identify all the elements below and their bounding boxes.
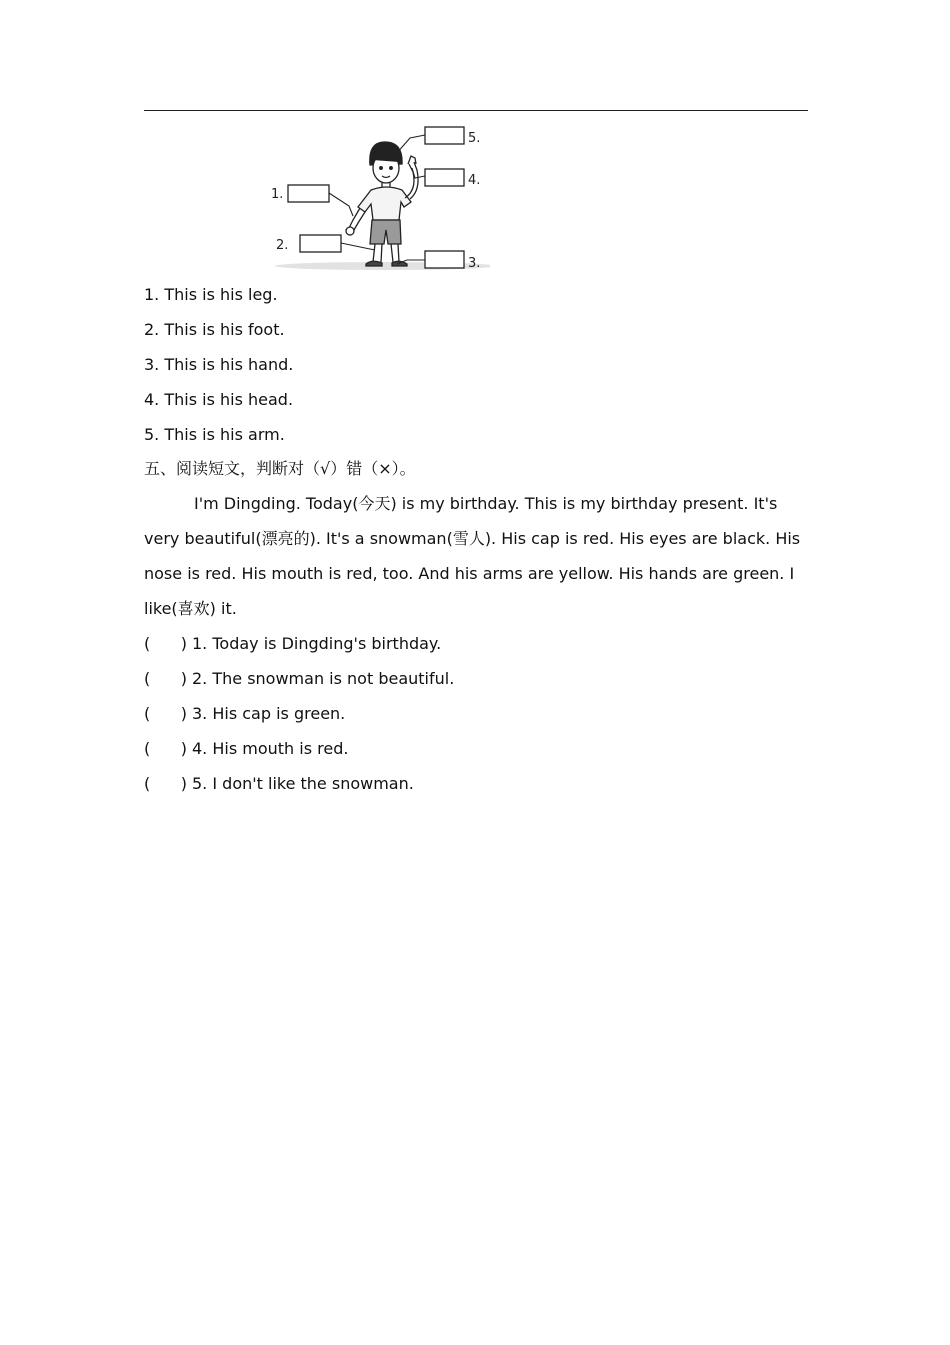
- answer-blank-4[interactable]: ( ): [144, 739, 187, 758]
- header-rule: [144, 110, 808, 111]
- label-number-2: 2.: [276, 238, 289, 253]
- label-box-2: [300, 235, 341, 252]
- reading-passage: [144, 486, 812, 626]
- label-box-5: [425, 127, 464, 144]
- question-text-1: 1. Today is Dingding's birthday.: [192, 634, 442, 653]
- label-number-4: 4.: [468, 173, 481, 188]
- question-4: [144, 739, 348, 759]
- question-text-3: 3. His cap is green.: [192, 704, 346, 723]
- answer-blank-1[interactable]: ( ): [144, 634, 187, 653]
- sentence-5: 5. This is his arm.: [144, 425, 285, 444]
- sentence-4: 4. This is his head.: [144, 390, 294, 409]
- answer-blank-3[interactable]: ( ): [144, 704, 187, 723]
- sentence-1: 1. This is his leg.: [144, 285, 278, 304]
- passage-text: I'm Dingding. Today(今天) is my birthday. This is my birthday present. It's very beautiful(漂亮的). It's a snowman(雪人). His cap is red. His eyes are black. His nose is red. His mouth is red, too. And his arms are yellow. His hands are green. I like(喜欢) it.: [144, 494, 801, 618]
- label-number-3: 3.: [468, 256, 481, 271]
- label-number-1: 1.: [271, 187, 284, 202]
- answer-blank-5[interactable]: ( ): [144, 774, 187, 793]
- question-1: [144, 634, 441, 654]
- question-3: [144, 704, 345, 724]
- question-2: [144, 669, 454, 689]
- question-5: [144, 774, 414, 794]
- label-box-3: [425, 251, 464, 268]
- question-text-4: 4. His mouth is red.: [192, 739, 349, 758]
- question-text-5: 5. I don't like the snowman.: [192, 774, 414, 793]
- label-box-4: [425, 169, 464, 186]
- question-text-2: 2. The snowman is not beautiful.: [192, 669, 455, 688]
- label-box-1: [288, 185, 329, 202]
- boy-diagram: [265, 120, 490, 275]
- label-number-5: 5.: [468, 131, 481, 146]
- sentence-3: 3. This is his hand.: [144, 355, 294, 374]
- section-heading: 五、阅读短文，判断对（√）错（×）。: [144, 459, 416, 478]
- answer-blank-2[interactable]: ( ): [144, 669, 187, 688]
- sentence-2: 2. This is his foot.: [144, 320, 285, 339]
